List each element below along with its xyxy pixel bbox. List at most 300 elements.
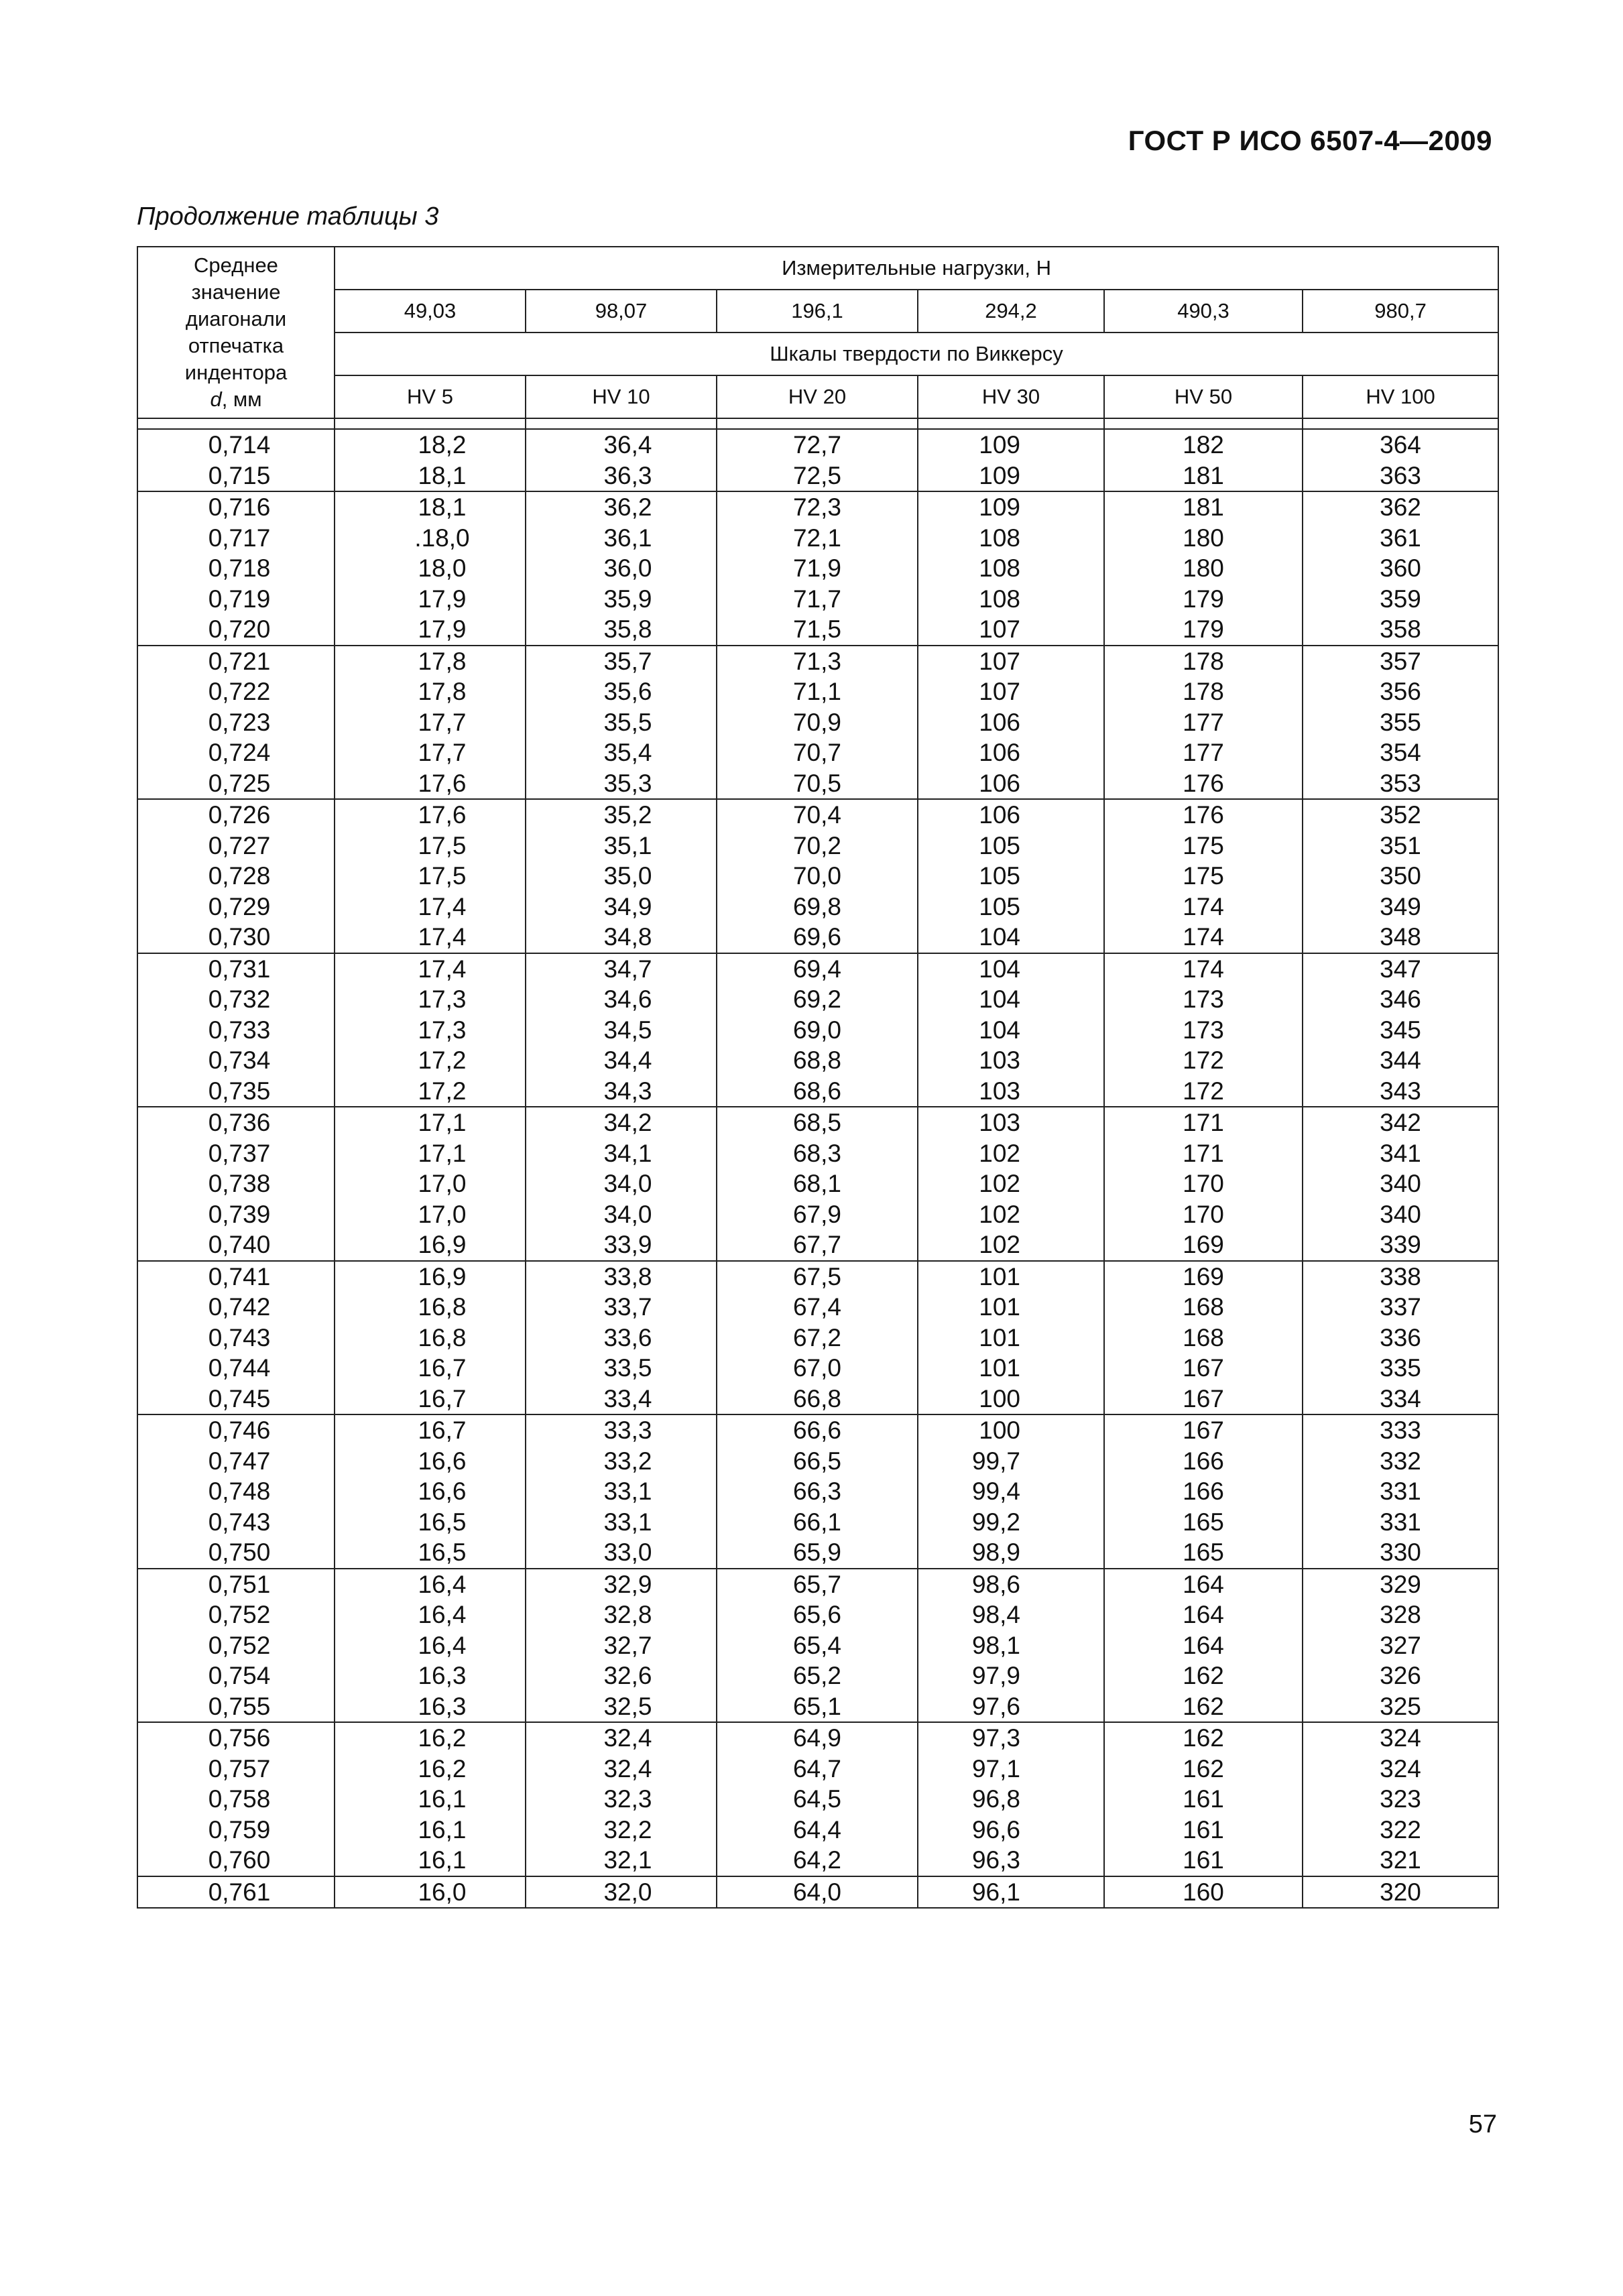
hardness-value: 176	[1183, 801, 1224, 829]
hardness-value: 33,6	[603, 1323, 652, 1351]
row-group	[137, 799, 1498, 953]
hardness-column-cell	[918, 1107, 1104, 1261]
diagonal-value: 0,727	[208, 831, 271, 859]
hardness-value: 324	[1380, 1754, 1421, 1783]
load-value: 98,07	[526, 290, 717, 333]
hardness-value: 340	[1380, 1200, 1421, 1228]
hardness-value: 16,1	[418, 1785, 467, 1813]
hardness-value: 34,7	[603, 955, 652, 983]
hardness-value: 17,0	[418, 1200, 467, 1228]
hardness-value: 101	[979, 1323, 1020, 1351]
hardness-column-cell	[1104, 1414, 1303, 1569]
hardness-value: 96,3	[971, 1846, 1020, 1874]
hardness-value: 98,1	[971, 1631, 1020, 1659]
diagonal-value: 0,756	[208, 1724, 271, 1752]
diagonal-value: 0,745	[208, 1384, 271, 1412]
hardness-value: 343	[1380, 1077, 1421, 1105]
hardness-value: 363	[1380, 461, 1421, 489]
hardness-value: 161	[1183, 1846, 1224, 1874]
hardness-column-cell	[1104, 1876, 1303, 1909]
hardness-value: 331	[1380, 1477, 1421, 1505]
load-value: 980,7	[1303, 290, 1498, 333]
hardness-column-cell	[918, 491, 1104, 646]
hardness-value: 16,7	[418, 1416, 467, 1444]
hardness-value: 168	[1183, 1293, 1224, 1321]
hardness-value: 99,2	[971, 1508, 1020, 1536]
hardness-value: 106	[979, 769, 1020, 797]
hardness-value: 16,4	[418, 1601, 467, 1628]
hardness-value: 66,5	[792, 1447, 841, 1475]
diagonal-value: 0,744	[208, 1354, 271, 1382]
hardness-value: 34,5	[603, 1016, 652, 1044]
hardness-value: 68,1	[792, 1170, 841, 1197]
hardness-column-cell	[1303, 799, 1498, 953]
hardness-column-cell	[526, 1414, 717, 1569]
hardness-value: 32,0	[603, 1878, 652, 1906]
row-group	[137, 1261, 1498, 1415]
hardness-value: 72,7	[792, 431, 841, 459]
hardness-column-cell	[918, 953, 1104, 1107]
diagonal-value: 0,752	[208, 1601, 271, 1628]
hardness-value: 33,8	[603, 1262, 652, 1290]
hardness-value: 65,1	[792, 1692, 841, 1720]
hardness-value: 17,3	[418, 985, 467, 1013]
hardness-value: 346	[1380, 985, 1421, 1013]
hardness-value: 33,1	[603, 1508, 652, 1536]
hardness-value: 32,1	[603, 1846, 652, 1874]
hardness-column-cell	[1303, 1107, 1498, 1261]
hardness-value: 336	[1380, 1323, 1421, 1351]
hardness-value: 16,8	[418, 1323, 467, 1351]
hardness-value: 32,4	[603, 1724, 652, 1752]
hardness-value: 342	[1380, 1109, 1421, 1136]
hardness-value: 362	[1380, 493, 1421, 521]
hardness-value: 33,5	[603, 1354, 652, 1382]
hardness-value: 103	[979, 1046, 1020, 1074]
hardness-value: 173	[1183, 985, 1224, 1013]
diagonal-column-cell	[137, 1876, 335, 1909]
hardness-value: 36,4	[603, 431, 652, 459]
hardness-value: 178	[1183, 678, 1224, 705]
load-value: 49,03	[335, 290, 526, 333]
diagonal-value: 0,722	[208, 678, 271, 705]
hardness-value: 64,0	[792, 1878, 841, 1906]
hardness-value: 172	[1183, 1077, 1224, 1105]
diagonal-value: 0,716	[208, 493, 271, 521]
diagonal-column-cell	[137, 1722, 335, 1876]
hardness-value: 176	[1183, 769, 1224, 797]
hardness-value: 65,2	[792, 1662, 841, 1689]
hardness-column-cell	[1104, 1261, 1303, 1415]
diagonal-value: 0,758	[208, 1785, 271, 1813]
hardness-value: 64,7	[792, 1754, 841, 1783]
hardness-value: 65,4	[792, 1631, 841, 1659]
hardness-value: 18,1	[418, 461, 467, 489]
diagonal-value: 0,742	[208, 1293, 271, 1321]
hardness-value: 35,3	[603, 769, 652, 797]
hardness-value: 340	[1380, 1170, 1421, 1197]
hardness-column-cell	[918, 429, 1104, 491]
hardness-column-cell	[717, 1722, 918, 1876]
hardness-value: 169	[1183, 1262, 1224, 1290]
hardness-value: 361	[1380, 524, 1421, 552]
hardness-value: 107	[979, 647, 1020, 675]
hardness-value: 333	[1380, 1416, 1421, 1444]
hardness-value: 69,6	[792, 923, 841, 951]
hardness-column-cell	[526, 1569, 717, 1723]
hardness-value: 327	[1380, 1631, 1421, 1659]
row-group	[137, 953, 1498, 1107]
row-group	[137, 1722, 1498, 1876]
hardness-value: 33,1	[603, 1477, 652, 1505]
diagonal-value: 0,729	[208, 892, 271, 920]
hardness-value: 34,1	[603, 1139, 652, 1167]
hardness-value: 179	[1183, 585, 1224, 613]
hardness-column-cell	[335, 646, 526, 800]
hardness-value: 16,0	[418, 1878, 467, 1906]
hardness-column-cell	[1104, 1569, 1303, 1723]
hardness-value: 33,9	[603, 1231, 652, 1258]
hardness-value: 32,4	[603, 1754, 652, 1783]
hardness-value: 105	[979, 892, 1020, 920]
hardness-column-cell	[1303, 1569, 1498, 1723]
stub-header	[137, 247, 335, 418]
hardness-value: 16,5	[418, 1508, 467, 1536]
hardness-column-cell	[1104, 799, 1303, 953]
unit-text: , мм	[221, 387, 262, 411]
hardness-value: 65,6	[792, 1601, 841, 1628]
hardness-column-cell	[335, 1261, 526, 1415]
hardness-value: 17,3	[418, 1016, 467, 1044]
hardness-value: 177	[1183, 739, 1224, 766]
hardness-value: 356	[1380, 678, 1421, 705]
hardness-column-cell	[1104, 1722, 1303, 1876]
diagonal-value: 0,734	[208, 1046, 271, 1074]
diagonal-value: 0,739	[208, 1200, 271, 1228]
hardness-value: 17,4	[418, 923, 467, 951]
hardness-column-cell	[1303, 491, 1498, 646]
hardness-value: 105	[979, 862, 1020, 890]
hardness-value: 70,7	[792, 739, 841, 766]
hardness-value: 353	[1380, 769, 1421, 797]
hardness-value: 36,2	[603, 493, 652, 521]
hardness-value: 34,4	[603, 1046, 652, 1074]
hardness-value: 354	[1380, 739, 1421, 766]
hardness-column-cell	[717, 646, 918, 800]
hardness-value: 101	[979, 1262, 1020, 1290]
hardness-value: 326	[1380, 1662, 1421, 1689]
diagonal-column-cell	[137, 429, 335, 491]
diagonal-symbol: d	[210, 387, 222, 411]
diagonal-column-cell	[137, 491, 335, 646]
diagonal-value: 0,755	[208, 1692, 271, 1720]
hardness-value: 100	[979, 1384, 1020, 1412]
diagonal-value: 0,759	[208, 1815, 271, 1844]
hardness-value: 33,0	[603, 1538, 652, 1566]
hardness-value: 34,6	[603, 985, 652, 1013]
hardness-column-cell	[717, 1876, 918, 1909]
hardness-value: 180	[1183, 524, 1224, 552]
hardness-value: 322	[1380, 1815, 1421, 1844]
hardness-value: 350	[1380, 862, 1421, 890]
hardness-value: 34,3	[603, 1077, 652, 1105]
hardness-value: 164	[1183, 1570, 1224, 1598]
hardness-value: 168	[1183, 1323, 1224, 1351]
hardness-value: 71,9	[792, 554, 841, 582]
hardness-value: 16,2	[418, 1724, 467, 1752]
hardness-column-cell	[335, 1722, 526, 1876]
hardness-value: 98,9	[971, 1538, 1020, 1566]
hardness-value: 16,3	[418, 1692, 467, 1720]
hardness-value: 32,3	[603, 1785, 652, 1813]
diagonal-value: 0,735	[208, 1077, 271, 1105]
hardness-value: 331	[1380, 1508, 1421, 1536]
hardness-value: 98,6	[971, 1570, 1020, 1598]
hardness-column-cell	[526, 1261, 717, 1415]
hardness-value: 357	[1380, 647, 1421, 675]
hardness-value: 100	[979, 1416, 1020, 1444]
diagonal-value: 0,738	[208, 1170, 271, 1197]
hardness-value: 70,9	[792, 708, 841, 736]
hardness-value: 32,9	[603, 1570, 652, 1598]
table-caption: Продолжение таблицы 3	[137, 202, 439, 231]
hardness-value: 66,3	[792, 1477, 841, 1505]
hardness-value: 72,1	[792, 524, 841, 552]
hardness-value: 97,3	[971, 1724, 1020, 1752]
hardness-value: 161	[1183, 1785, 1224, 1813]
hardness-value: 106	[979, 739, 1020, 766]
stub-line: отпечатка	[188, 334, 284, 357]
hardness-value: 36,1	[603, 524, 652, 552]
hardness-value: 174	[1183, 955, 1224, 983]
hardness-value: 329	[1380, 1570, 1421, 1598]
hardness-value: 320	[1380, 1878, 1421, 1906]
hardness-value: 341	[1380, 1139, 1421, 1167]
hardness-column-cell	[918, 799, 1104, 953]
hardness-value: 330	[1380, 1538, 1421, 1566]
hardness-value: 352	[1380, 801, 1421, 829]
hardness-column-cell	[717, 491, 918, 646]
hardness-value: 174	[1183, 923, 1224, 951]
page-number: 57	[1468, 2110, 1497, 2138]
hardness-column-cell	[526, 491, 717, 646]
hardness-value: 17,5	[418, 862, 467, 890]
hardness-value: 16,6	[418, 1447, 467, 1475]
stub-line: индентора	[184, 361, 288, 384]
hardness-value: 181	[1183, 461, 1224, 489]
diagonal-value: 0,724	[208, 739, 271, 766]
scale-name: HV 20	[717, 375, 918, 418]
hardness-value: 35,2	[603, 801, 652, 829]
hardness-column-cell	[526, 429, 717, 491]
diagonal-value: 0,748	[208, 1477, 271, 1505]
hardness-value: 16,9	[418, 1231, 467, 1258]
diagonal-column-cell	[137, 953, 335, 1107]
hardness-value: 70,2	[792, 831, 841, 859]
hardness-value: 34,8	[603, 923, 652, 951]
diagonal-value: 0,750	[208, 1538, 271, 1566]
hardness-column-cell	[335, 1876, 526, 1909]
hardness-value: 65,7	[792, 1570, 841, 1598]
hardness-value: 72,5	[792, 461, 841, 489]
stub-line: значение	[191, 280, 281, 304]
diagonal-value: 0,737	[208, 1139, 271, 1167]
hardness-value: 16,3	[418, 1662, 467, 1689]
hardness-value: 345	[1380, 1016, 1421, 1044]
hardness-column-cell	[1104, 1107, 1303, 1261]
hardness-value: 104	[979, 955, 1020, 983]
diagonal-value: 0,714	[208, 431, 271, 459]
hardness-column-cell	[526, 953, 717, 1107]
hardness-value: 101	[979, 1293, 1020, 1321]
scales-header: Шкалы твердости по Виккерсу	[335, 333, 1498, 375]
hardness-value: 32,6	[603, 1662, 652, 1689]
hardness-value: 99,4	[971, 1477, 1020, 1505]
hardness-value: 109	[979, 493, 1020, 521]
hardness-value: 35,0	[603, 862, 652, 890]
hardness-value: 102	[979, 1139, 1020, 1167]
hardness-value: 71,5	[792, 615, 841, 643]
hardness-value: 106	[979, 801, 1020, 829]
hardness-value: 68,5	[792, 1109, 841, 1136]
row-group	[137, 646, 1498, 800]
hardness-value: 16,7	[418, 1384, 467, 1412]
hardness-value: 172	[1183, 1046, 1224, 1074]
hardness-value: 66,1	[792, 1508, 841, 1536]
hardness-column-cell	[335, 429, 526, 491]
hardness-column-cell	[918, 1569, 1104, 1723]
hardness-column-cell	[1303, 429, 1498, 491]
hardness-value: 69,2	[792, 985, 841, 1013]
hardness-value: 97,1	[971, 1754, 1020, 1783]
diagonal-column-cell	[137, 1569, 335, 1723]
hardness-value: 17,1	[418, 1109, 467, 1136]
hardness-value: 107	[979, 615, 1020, 643]
hardness-value: 67,4	[792, 1293, 841, 1321]
hardness-value: 321	[1380, 1846, 1421, 1874]
hardness-column-cell	[526, 799, 717, 953]
hardness-column-cell	[335, 1569, 526, 1723]
hardness-value: 338	[1380, 1262, 1421, 1290]
hardness-value: 98,4	[971, 1601, 1020, 1628]
hardness-value: 359	[1380, 585, 1421, 613]
scale-name: HV 50	[1104, 375, 1303, 418]
row-group	[137, 1876, 1498, 1909]
diagonal-value: 0,726	[208, 801, 271, 829]
hardness-value: 334	[1380, 1384, 1421, 1412]
hardness-value: 165	[1183, 1508, 1224, 1536]
row-group	[137, 429, 1498, 491]
hardness-column-cell	[335, 1414, 526, 1569]
diagonal-value: 0,717	[208, 524, 271, 552]
hardness-value: 16,2	[418, 1754, 467, 1783]
hardness-column-cell	[1303, 953, 1498, 1107]
hardness-value: 68,6	[792, 1077, 841, 1105]
hardness-value: 101	[979, 1354, 1020, 1382]
load-value: 196,1	[717, 290, 918, 333]
hardness-value: 64,9	[792, 1724, 841, 1752]
hardness-value: 33,4	[603, 1384, 652, 1412]
hardness-value: 347	[1380, 955, 1421, 983]
scale-name: HV 10	[526, 375, 717, 418]
hardness-value: 64,4	[792, 1815, 841, 1844]
hardness-column-cell	[1303, 1261, 1498, 1415]
hardness-value: 170	[1183, 1170, 1224, 1197]
row-group	[137, 1569, 1498, 1723]
hardness-value: 169	[1183, 1231, 1224, 1258]
hardness-value: 17,4	[418, 955, 467, 983]
hardness-column-cell	[526, 1876, 717, 1909]
hardness-column-cell	[717, 429, 918, 491]
diagonal-value: 0,747	[208, 1447, 271, 1475]
hardness-value: 358	[1380, 615, 1421, 643]
hardness-value: 99,7	[971, 1447, 1020, 1475]
hardness-value: 97,9	[971, 1662, 1020, 1689]
diagonal-value: 0,761	[208, 1878, 271, 1906]
hardness-value: 162	[1183, 1754, 1224, 1783]
row-group	[137, 491, 1498, 646]
hardness-value: 104	[979, 1016, 1020, 1044]
hardness-value: 166	[1183, 1477, 1224, 1505]
hardness-value: .18,0	[414, 524, 470, 552]
hardness-value: 178	[1183, 647, 1224, 675]
hardness-value: 64,5	[792, 1785, 841, 1813]
diagonal-column-cell	[137, 1107, 335, 1261]
hardness-value: 161	[1183, 1815, 1224, 1844]
hardness-value: 17,9	[418, 615, 467, 643]
hardness-column-cell	[717, 1414, 918, 1569]
diagonal-value: 0,730	[208, 923, 271, 951]
hardness-column-cell	[717, 1569, 918, 1723]
hardness-value: 102	[979, 1231, 1020, 1258]
hardness-value: 35,7	[603, 647, 652, 675]
hardness-value: 33,2	[603, 1447, 652, 1475]
hardness-value: 69,0	[792, 1016, 841, 1044]
hardness-column-cell	[1104, 953, 1303, 1107]
diagonal-value: 0,743	[208, 1508, 271, 1536]
hardness-value: 108	[979, 554, 1020, 582]
hardness-value: 324	[1380, 1724, 1421, 1752]
hardness-value: 170	[1183, 1200, 1224, 1228]
hardness-column-cell	[717, 953, 918, 1107]
hardness-value: 18,2	[418, 431, 467, 459]
hardness-value: 70,5	[792, 769, 841, 797]
hardness-value: 68,3	[792, 1139, 841, 1167]
hardness-column-cell	[918, 1261, 1104, 1415]
stub-line: диагонали	[185, 307, 287, 330]
hardness-value: 337	[1380, 1293, 1421, 1321]
hardness-value: 35,9	[603, 585, 652, 613]
hardness-column-cell	[1104, 429, 1303, 491]
hardness-value: 165	[1183, 1538, 1224, 1566]
hardness-value: 349	[1380, 892, 1421, 920]
diagonal-value: 0,715	[208, 461, 271, 489]
hardness-value: 160	[1183, 1878, 1224, 1906]
hardness-value: 109	[979, 431, 1020, 459]
hardness-value: 17,7	[418, 708, 467, 736]
load-value: 294,2	[918, 290, 1104, 333]
hardness-value: 16,4	[418, 1631, 467, 1659]
hardness-value: 108	[979, 585, 1020, 613]
hardness-value: 166	[1183, 1447, 1224, 1475]
hardness-value: 69,8	[792, 892, 841, 920]
hardness-value: 16,5	[418, 1538, 467, 1566]
hardness-column-cell	[1104, 646, 1303, 800]
hardness-value: 97,6	[971, 1692, 1020, 1720]
hardness-value: 34,9	[603, 892, 652, 920]
hardness-value: 66,8	[792, 1384, 841, 1412]
hardness-value: 17,8	[418, 678, 467, 705]
